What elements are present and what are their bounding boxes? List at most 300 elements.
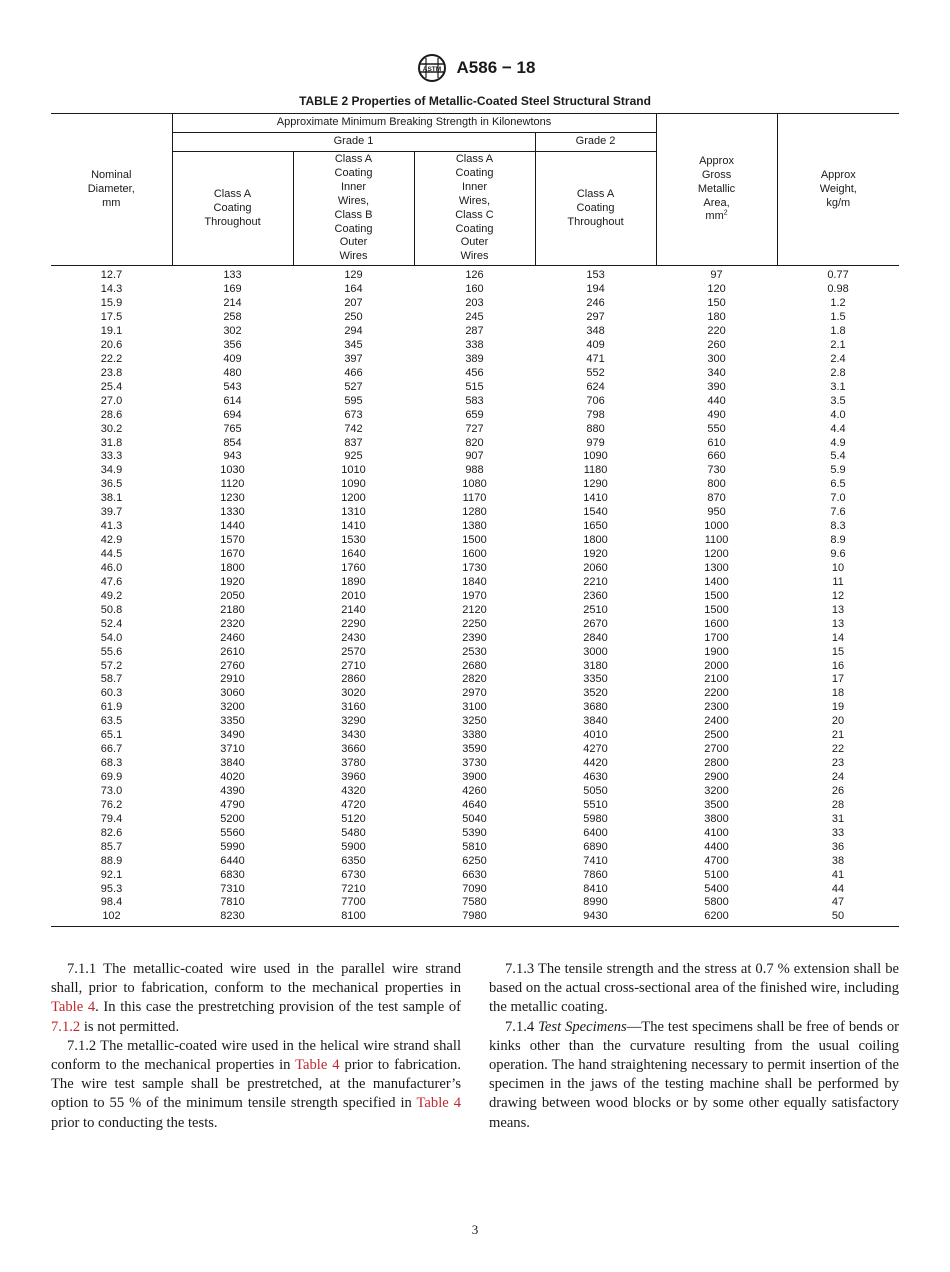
header-line: kg/m [826, 196, 851, 209]
table-cell: 97 [710, 269, 723, 282]
table-cell: 1.8 [830, 325, 846, 338]
table-cell: 133 [223, 269, 242, 282]
table-row [51, 896, 899, 910]
table-cell: 50 [777, 910, 899, 926]
table-cell: 338 [465, 338, 484, 351]
table-cell: 3840 [220, 757, 245, 770]
table-cell: 24 [831, 771, 845, 784]
table-cell: 15.9 [100, 297, 123, 310]
table-cell: 1.2 [830, 297, 846, 310]
link-table-4[interactable]: Table 4 [416, 1095, 461, 1112]
header-line: Class C [455, 208, 494, 221]
table-cell: 1200 [341, 492, 366, 505]
table-cell: 297 [586, 311, 605, 324]
table-cell: 6350 [341, 854, 366, 867]
table-cell: 6730 [341, 868, 366, 881]
header-grade-1: Grade 1 [172, 133, 535, 152]
table-cell: 4630 [583, 771, 608, 784]
table-cell: 624 [586, 380, 605, 393]
table-row [51, 646, 899, 660]
header-line: Outer [460, 236, 489, 249]
table-cell: 2820 [462, 673, 487, 686]
header-g1-class-ab [293, 152, 414, 266]
table-cell: 4640 [462, 798, 487, 811]
table-cell: 3380 [462, 729, 487, 742]
table-cell: 5800 [704, 896, 729, 909]
table-cell: 1500 [704, 589, 729, 602]
table-cell: 21 [831, 729, 845, 742]
table-cell: 8410 [583, 882, 608, 895]
table-cell: 2100 [704, 673, 729, 686]
table-cell: 98.4 [100, 896, 123, 909]
table-cell: 4700 [704, 854, 729, 867]
table-cell: 6630 [462, 868, 487, 881]
table-cell: 694 [223, 408, 242, 421]
table-cell: 18 [831, 687, 845, 700]
table-cell: 42.9 [100, 534, 123, 547]
table-cell: 3900 [462, 771, 487, 784]
table-cell: 44.5 [100, 548, 123, 561]
header-line: Wires [460, 250, 489, 263]
header-line: Gross [701, 168, 732, 181]
table-cell: 150 [707, 297, 726, 310]
table-row [51, 395, 899, 409]
table-cell: 12 [831, 589, 845, 602]
table-cell: 1440 [220, 520, 245, 533]
table-cell: 4260 [462, 784, 487, 797]
table-cell: 19 [831, 701, 845, 714]
table-cell: 466 [344, 366, 363, 379]
table-cell: 1500 [462, 534, 487, 547]
header-line: Outer [339, 236, 368, 249]
table-cell: 250 [344, 311, 363, 324]
table-cell: 60.3 [100, 687, 123, 700]
paragraph-text: 7.1.2 The metallic-coated wire used in the helical wire strand shall conform to the mechanical properties in [51, 1037, 461, 1074]
table-cell: 8100 [293, 910, 414, 926]
table-cell: 1760 [341, 561, 366, 574]
table-cell: 5810 [462, 840, 487, 853]
header-line: Approx [699, 154, 734, 167]
paragraph-text: is not permitted. [80, 1018, 180, 1035]
table-row [51, 478, 899, 492]
table-cell: 2010 [341, 589, 366, 602]
table-cell: 3730 [462, 757, 487, 770]
table-cell: 1700 [704, 631, 729, 644]
table-cell: 3290 [341, 715, 366, 728]
table-cell: 943 [223, 450, 242, 463]
table-row [51, 883, 899, 897]
table-cell: 17 [831, 673, 845, 686]
table-row [51, 311, 899, 325]
table-cell: 7210 [341, 882, 366, 895]
table-cell: 3.1 [830, 380, 846, 393]
table-cell: 356 [223, 338, 242, 351]
table-cell: 7090 [462, 882, 487, 895]
table-cell: 19.1 [100, 325, 123, 338]
table-cell: 1010 [341, 464, 366, 477]
table-cell: 2530 [462, 645, 487, 658]
table-cell: 7.0 [830, 492, 846, 505]
table-cell: 2670 [583, 617, 608, 630]
table-cell: 1900 [704, 645, 729, 658]
table-cell: 1090 [341, 478, 366, 491]
table-cell: 2140 [341, 603, 366, 616]
header-g1-class-ac [414, 152, 535, 266]
logo-text: ASTM [422, 66, 441, 73]
table-cell: 1030 [220, 464, 245, 477]
table-cell: 38 [831, 854, 845, 867]
table-cell: 39.7 [100, 506, 123, 519]
header-line: Class A [334, 153, 373, 165]
table-cell: 837 [344, 436, 363, 449]
table-cell: 169 [223, 283, 242, 296]
table-cell: 3840 [583, 715, 608, 728]
table-row [51, 729, 899, 743]
table-cell: 2180 [220, 603, 245, 616]
table-cell: 4390 [220, 784, 245, 797]
table-row [51, 367, 899, 381]
paragraph-heading: Test Specimens [538, 1018, 627, 1035]
table-cell: 2860 [341, 673, 366, 686]
table-cell: 44 [831, 882, 845, 895]
table-cell: 7860 [583, 868, 608, 881]
header-line: Coating [455, 222, 494, 235]
table-cell: 2.8 [830, 366, 846, 379]
table-cell: 2360 [583, 589, 608, 602]
table-row [51, 841, 899, 855]
table-cell: 260 [707, 338, 726, 351]
table-cell: 348 [586, 325, 605, 338]
table-cell: 41.3 [100, 520, 123, 533]
table-cell: 85.7 [100, 840, 123, 853]
table-cell: 1300 [704, 561, 729, 574]
table-cell: 2570 [341, 645, 366, 658]
table-cell: 47 [831, 896, 845, 909]
paragraph-text: 7.1.1 The metallic-coated wire used in the parallel wire strand shall, prior to fabrication, conform to the mechanical properties in [51, 961, 461, 997]
table-cell: 1970 [462, 589, 487, 602]
table-cell: 2210 [583, 575, 608, 588]
table-cell: 7810 [220, 896, 245, 909]
table-cell: 727 [465, 422, 484, 435]
table-cell: 2390 [462, 631, 487, 644]
table-cell: 5050 [583, 784, 608, 797]
table-cell: 1800 [220, 561, 245, 574]
table-cell: 1600 [704, 617, 729, 630]
table-cell: 614 [223, 394, 242, 407]
link-table-4[interactable]: Table 4 [295, 1057, 340, 1074]
table-cell: 409 [586, 338, 605, 351]
table-cell: 5.9 [830, 464, 846, 477]
table-row [51, 855, 899, 869]
table-cell: 390 [707, 380, 726, 393]
table-cell: 17.5 [100, 311, 123, 324]
table-cell: 659 [465, 408, 484, 421]
table-cell: 340 [707, 366, 726, 379]
table-row [51, 520, 899, 534]
table-cell: 3100 [462, 701, 487, 714]
table-cell: 2760 [220, 659, 245, 672]
table-cell: 180 [707, 311, 726, 324]
table-cell: 5120 [341, 812, 366, 825]
table-cell: 583 [465, 394, 484, 407]
document-designation: A586 − 18 [456, 58, 536, 77]
table-cell: 1570 [220, 534, 245, 547]
header-line: Coating [334, 166, 373, 179]
table-cell: 2290 [341, 617, 366, 630]
table-row [51, 266, 899, 283]
paragraph-number: 7.1.4 [505, 1018, 539, 1035]
header-line: Class A [455, 153, 494, 165]
table-cell: 25.4 [100, 380, 123, 393]
table-cell: 4320 [341, 784, 366, 797]
table-cell: 49.2 [100, 589, 123, 602]
table-cell: 3180 [583, 659, 608, 672]
table-cell: 31.8 [100, 436, 123, 449]
table-cell: 2910 [220, 673, 245, 686]
table-row [51, 771, 899, 785]
table-cell: 3800 [704, 812, 729, 825]
table-cell: 287 [465, 325, 484, 338]
table-cell: 27.0 [100, 394, 123, 407]
table-cell: 41 [831, 868, 845, 881]
header-weight [777, 114, 899, 266]
paragraph-text: prior to conducting the tests. [51, 1114, 218, 1131]
table-cell: 1200 [704, 548, 729, 561]
table-cell: 9430 [535, 910, 656, 926]
table-cell: 765 [223, 422, 242, 435]
table-cell: 1410 [583, 492, 608, 505]
table-row [51, 464, 899, 478]
table-cell: 1080 [462, 478, 487, 491]
header-line: Throughout [567, 215, 624, 228]
table-cell: 2050 [220, 589, 245, 602]
table-cell: 15 [831, 645, 845, 658]
table-cell: 31 [831, 812, 845, 825]
table-row [51, 325, 899, 339]
table-cell: 515 [465, 380, 484, 393]
table-row [51, 381, 899, 395]
table-cell: 7700 [341, 896, 366, 909]
table-cell: 1920 [220, 575, 245, 588]
paragraph-7-1-4 [489, 1018, 899, 1133]
table-cell: 3780 [341, 757, 366, 770]
table-cell: 2680 [462, 659, 487, 672]
table-cell: 33 [831, 826, 845, 839]
table-row [51, 743, 899, 757]
table-cell: 6200 [656, 910, 777, 926]
table-cell: 1840 [462, 575, 487, 588]
table-row [51, 673, 899, 687]
table-cell: 3520 [583, 687, 608, 700]
table-cell: 4420 [583, 757, 608, 770]
table-cell: 22 [831, 743, 845, 756]
table-cell: 1000 [704, 520, 729, 533]
table-cell: 129 [344, 269, 363, 282]
table-cell: 14 [831, 631, 845, 644]
table-cell: 102 [51, 910, 172, 926]
table-cell: 3660 [341, 743, 366, 756]
table-cell: 480 [223, 366, 242, 379]
table-cell: 979 [586, 436, 605, 449]
table-cell: 203 [465, 297, 484, 310]
table-cell: 16 [831, 659, 845, 672]
table-cell: 38.1 [100, 492, 123, 505]
table-cell: 7580 [462, 896, 487, 909]
table-cell: 194 [586, 283, 605, 296]
table-row [51, 423, 899, 437]
table-cell: 1530 [341, 534, 366, 547]
table-cell: 3020 [341, 687, 366, 700]
table-cell: 5560 [220, 826, 245, 839]
table-cell: 6400 [583, 826, 608, 839]
table-cell: 925 [344, 450, 363, 463]
table-cell: 3200 [220, 701, 245, 714]
table-cell: 1280 [462, 506, 487, 519]
table-cell: 1640 [341, 548, 366, 561]
table-cell: 2900 [704, 771, 729, 784]
table-cell: 2840 [583, 631, 608, 644]
table-cell: 2710 [341, 659, 366, 672]
table-cell: 258 [223, 311, 242, 324]
header-line: $mm^2$ [705, 209, 728, 223]
table-cell: 33.3 [100, 450, 123, 463]
table-cell: 907 [465, 450, 484, 463]
table-cell: 5980 [583, 812, 608, 825]
table-cell: 3350 [583, 673, 608, 686]
table-cell: 7.6 [830, 506, 846, 519]
table-cell: 1330 [220, 506, 245, 519]
table-row [51, 660, 899, 674]
table-row [51, 534, 899, 548]
table-cell: 5390 [462, 826, 487, 839]
table-cell: 58.7 [100, 673, 123, 686]
table-cell: 3710 [220, 743, 245, 756]
paragraph-7-1-3: 7.1.3 The tensile strength and the stress at 0.7 % extension shall be based on the actual cross-sectional area of the finished wire, including the metallic coating. [489, 961, 899, 1016]
header-line: Class A [576, 187, 615, 200]
table-cell: 673 [344, 408, 363, 421]
table-body [51, 266, 899, 927]
table-cell: 50.8 [100, 603, 123, 616]
table-cell: 5.4 [830, 450, 846, 463]
table-cell: 46.0 [100, 561, 123, 574]
table-cell: 409 [223, 352, 242, 365]
table-cell: 82.6 [100, 826, 123, 839]
table-cell: 3000 [583, 645, 608, 658]
header-line: Wires, [337, 194, 370, 207]
table-row [51, 799, 899, 813]
header-line: Diameter, [87, 182, 135, 195]
table-cell: 88.9 [100, 854, 123, 867]
header-line: Coating [455, 166, 494, 179]
table-cell: 61.9 [100, 701, 123, 714]
table-cell: 1380 [462, 520, 487, 533]
header-line: Coating [213, 201, 252, 214]
header-line: Area, [703, 196, 730, 209]
table-cell: 5200 [220, 812, 245, 825]
table-cell: 5100 [704, 868, 729, 881]
table-row [51, 562, 899, 576]
table-cell: 26 [831, 784, 845, 797]
table-cell: 345 [344, 338, 363, 351]
table-cell: 2700 [704, 743, 729, 756]
table-cell: 55.6 [100, 645, 123, 658]
table-cell: 47.6 [100, 575, 123, 588]
table-cell: 207 [344, 297, 363, 310]
table-cell: 34.9 [100, 464, 123, 477]
table-cell: 660 [707, 450, 726, 463]
table-cell: 1890 [341, 575, 366, 588]
table-cell: 3.5 [830, 394, 846, 407]
table-row [51, 506, 899, 520]
table-row [51, 492, 899, 506]
table-cell: 23.8 [100, 366, 123, 379]
table-cell: 742 [344, 422, 363, 435]
table-cell: 440 [707, 394, 726, 407]
header-line: Metallic [697, 182, 736, 195]
table-cell: 66.7 [100, 743, 123, 756]
table-cell: 988 [465, 464, 484, 477]
table-cell: 5900 [341, 840, 366, 853]
table-cell: 9.6 [830, 548, 846, 561]
table-cell: 6890 [583, 840, 608, 853]
properties-table [51, 113, 899, 927]
table-cell: 3960 [341, 771, 366, 784]
table-cell: 11 [832, 575, 844, 588]
table-cell: 1670 [220, 548, 245, 561]
table-cell: 1800 [583, 534, 608, 547]
table-cell: 1540 [583, 506, 608, 519]
table-cell: 36 [831, 840, 845, 853]
table-row [51, 604, 899, 618]
header-line: Approx [820, 168, 856, 181]
table-cell: 5990 [220, 840, 245, 853]
table-cell: 12.7 [100, 269, 123, 282]
table-cell: 1650 [583, 520, 608, 533]
header-grade-2: Grade 2 [535, 133, 656, 152]
table-cell: 5480 [341, 826, 366, 839]
header-line: Nominal [91, 168, 132, 181]
table-row [51, 437, 899, 451]
table-cell: 36.5 [100, 478, 123, 491]
table-cell: 120 [707, 283, 726, 296]
table-row [51, 813, 899, 827]
table-cell: 2800 [704, 757, 729, 770]
table-cell: 3350 [220, 715, 245, 728]
table-cell: 10 [831, 561, 845, 574]
table-cell: 22.2 [100, 352, 123, 365]
header-line: Class B [334, 208, 373, 221]
paragraph-7-1-2 [51, 1037, 461, 1133]
table-cell: 160 [465, 283, 484, 296]
header-line: Wires, [458, 194, 491, 207]
table-cell: 2250 [462, 617, 487, 630]
link-section-7-1-2[interactable]: 7.1.2 [51, 1018, 81, 1035]
table-cell: 870 [707, 492, 726, 505]
table-cell: 706 [586, 394, 605, 407]
link-table-4[interactable]: Table 4 [51, 999, 96, 1016]
paragraph-text: prior to fabrication. The wire test sample shall be prestretched, at the manufacturer’s option to 55 % of the minimum tensile strength specified in [51, 1057, 461, 1112]
table-row [51, 283, 899, 297]
table-cell: 69.9 [100, 771, 123, 784]
table-cell: 3500 [704, 798, 729, 811]
header-breaking-strength: Approximate Minimum Breaking Strength in Kilonewtons [172, 114, 656, 133]
table-cell: 13 [831, 617, 845, 630]
header-superscript: 2 [723, 209, 728, 217]
header-line: Inner [461, 180, 488, 193]
table-cell: 3490 [220, 729, 245, 742]
table-cell: 1230 [220, 492, 245, 505]
table-cell: 820 [465, 436, 484, 449]
